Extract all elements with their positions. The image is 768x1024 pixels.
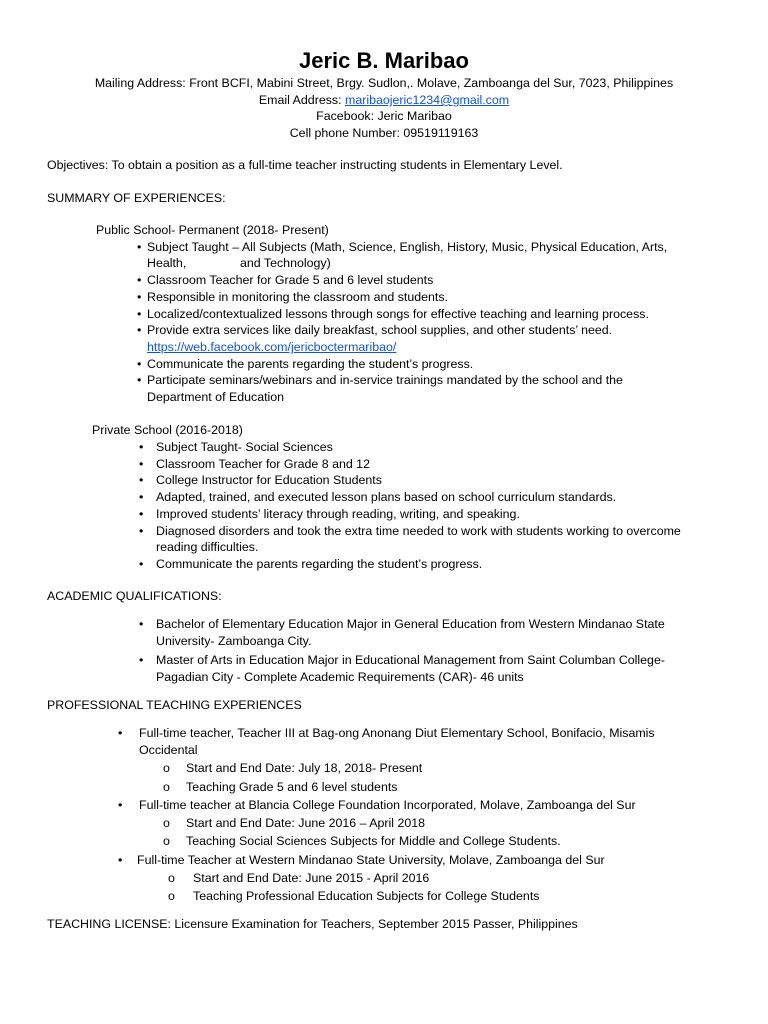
private-item-subject: Subject Taught- Social Sciences — [156, 440, 333, 454]
bullet-icon: • — [118, 853, 123, 867]
private-item-parents: Communicate the parents regarding the student’s progress. — [156, 557, 483, 571]
private-item-literacy: Improved students’ literacy through reading, writing, and speaking. — [156, 507, 520, 521]
teaching-license: TEACHING LICENSE: Licensure Examination for Teachers, September 2015 Passer, Philippines — [47, 917, 578, 931]
public-item-parents: Communicate the parents regarding the student’s progress. — [147, 357, 474, 371]
academic-bachelor-line1: Bachelor of Elementary Education Major in General Education from Western Mindanao State — [156, 617, 665, 631]
professional-heading: PROFESSIONAL TEACHING EXPERIENCES — [47, 698, 302, 712]
email-line — [0, 92, 768, 109]
private-item-disorders-line1: Diagnosed disorders and took the extra time needed to work with students working to overcome — [156, 524, 681, 538]
bullet-icon: • — [139, 490, 144, 504]
circle-bullet-icon: o — [163, 761, 170, 775]
bullet-icon: • — [118, 726, 123, 740]
public-item-subjects-line2a: Health, — [147, 256, 187, 270]
bullet-icon: • — [137, 240, 142, 254]
job-wmsu: Full-time Teacher at Western Mindanao State University, Molave, Zamboanga del Sur — [137, 853, 605, 867]
job-diut-line1: Full-time teacher, Teacher III at Bag-ong Anonang Diut Elementary School, Bonifacio, Misamis — [139, 726, 655, 740]
bullet-icon: • — [139, 524, 144, 538]
public-item-seminars-line1: Participate seminars/webinars and in-service trainings mandated by the school and the — [147, 373, 623, 387]
job-wmsu-teaching: Teaching Professional Education Subjects for College Students — [193, 889, 540, 903]
bullet-icon: • — [139, 473, 144, 487]
email-link[interactable]: maribaojeric1234@gmail.com — [345, 93, 510, 107]
job-wmsu-dates: Start and End Date: June 2015 - April 2016 — [193, 871, 430, 885]
public-item-monitoring: Responsible in monitoring the classroom and students. — [147, 290, 448, 304]
job-blancia-teaching: Teaching Social Sciences Subjects for Middle and College Students. — [186, 834, 561, 848]
bullet-icon: • — [137, 357, 142, 371]
circle-bullet-icon: o — [163, 780, 170, 794]
summary-heading: SUMMARY OF EXPERIENCES: — [47, 191, 226, 205]
academic-heading: ACADEMIC QUALIFICATIONS: — [47, 589, 222, 603]
candidate-name: Jeric B. Maribao — [299, 48, 469, 73]
academic-bachelor-line2: University- Zamboanga City. — [156, 634, 312, 648]
public-item-services: Provide extra services like daily breakfast, school supplies, and other students’ need. — [147, 323, 613, 337]
academic-master-line2: Pagadian City - Complete Academic Requirements (CAR)- 46 units — [156, 670, 524, 684]
bullet-icon: • — [137, 323, 142, 337]
job-blancia: Full-time teacher at Blancia College Foundation Incorporated, Molave, Zamboanga del Sur — [139, 798, 636, 812]
bullet-icon: • — [137, 290, 142, 304]
bullet-icon: • — [139, 457, 144, 471]
bullet-icon: • — [137, 373, 142, 387]
circle-bullet-icon: o — [168, 871, 175, 885]
private-item-disorders-line2: reading difficulties. — [156, 540, 259, 554]
private-item-instructor: College Instructor for Education Students — [156, 473, 382, 487]
facebook-line: Facebook: Jeric Maribao — [316, 109, 452, 123]
public-item-lessons: Localized/contextualized lessons through songs for effective teaching and learning process. — [147, 307, 649, 321]
job-diut-dates: Start and End Date: July 18, 2018- Present — [186, 761, 423, 775]
bullet-icon: • — [139, 507, 144, 521]
public-item-subjects-line2b: and Technology) — [240, 256, 331, 270]
public-item-classroom: Classroom Teacher for Grade 5 and 6 level students — [147, 273, 434, 287]
academic-master-line1: Master of Arts in Education Major in Educational Management from Saint Columban College- — [156, 653, 665, 667]
job-blancia-dates: Start and End Date: June 2016 – April 2018 — [186, 816, 426, 830]
bullet-icon: • — [139, 557, 144, 571]
cellphone-line: Cell phone Number: 09519119163 — [289, 126, 479, 140]
facebook-link[interactable]: https://web.facebook.com/jericboctermaribao/ — [147, 340, 397, 354]
bullet-icon: • — [137, 273, 142, 287]
private-item-classroom: Classroom Teacher for Grade 8 and 12 — [156, 457, 370, 471]
bullet-icon: • — [137, 307, 142, 321]
bullet-icon: • — [139, 440, 144, 454]
job-diut-teaching: Teaching Grade 5 and 6 level students — [186, 780, 398, 794]
public-item-subjects-line1: Subject Taught – All Subjects (Math, Science, English, History, Music, Physical Education, Arts, — [147, 240, 668, 254]
public-school-title: Public School- Permanent (2018- Present) — [96, 223, 329, 237]
job-diut-line2: Occidental — [139, 743, 198, 757]
circle-bullet-icon: o — [163, 816, 170, 830]
email-label: Email Address: — [258, 93, 345, 107]
bullet-icon: • — [139, 617, 144, 631]
public-item-seminars-line2: Department of Education — [147, 390, 285, 404]
private-item-lesson-plans: Adapted, trained, and executed lesson plans based on school curriculum standards. — [156, 490, 617, 504]
circle-bullet-icon: o — [163, 834, 170, 848]
objectives: Objectives: To obtain a position as a full-time teacher instructing students in Elementary Level. — [47, 158, 563, 172]
mailing-address: Mailing Address: Front BCFI, Mabini Street, Brgy. Sudlon,. Molave, Zamboanga del Sur, 7023, Philippines — [94, 76, 674, 90]
bullet-icon: • — [118, 798, 123, 812]
bullet-icon: • — [139, 653, 144, 667]
circle-bullet-icon: o — [168, 889, 175, 903]
private-school-title: Private School (2016-2018) — [92, 423, 243, 437]
